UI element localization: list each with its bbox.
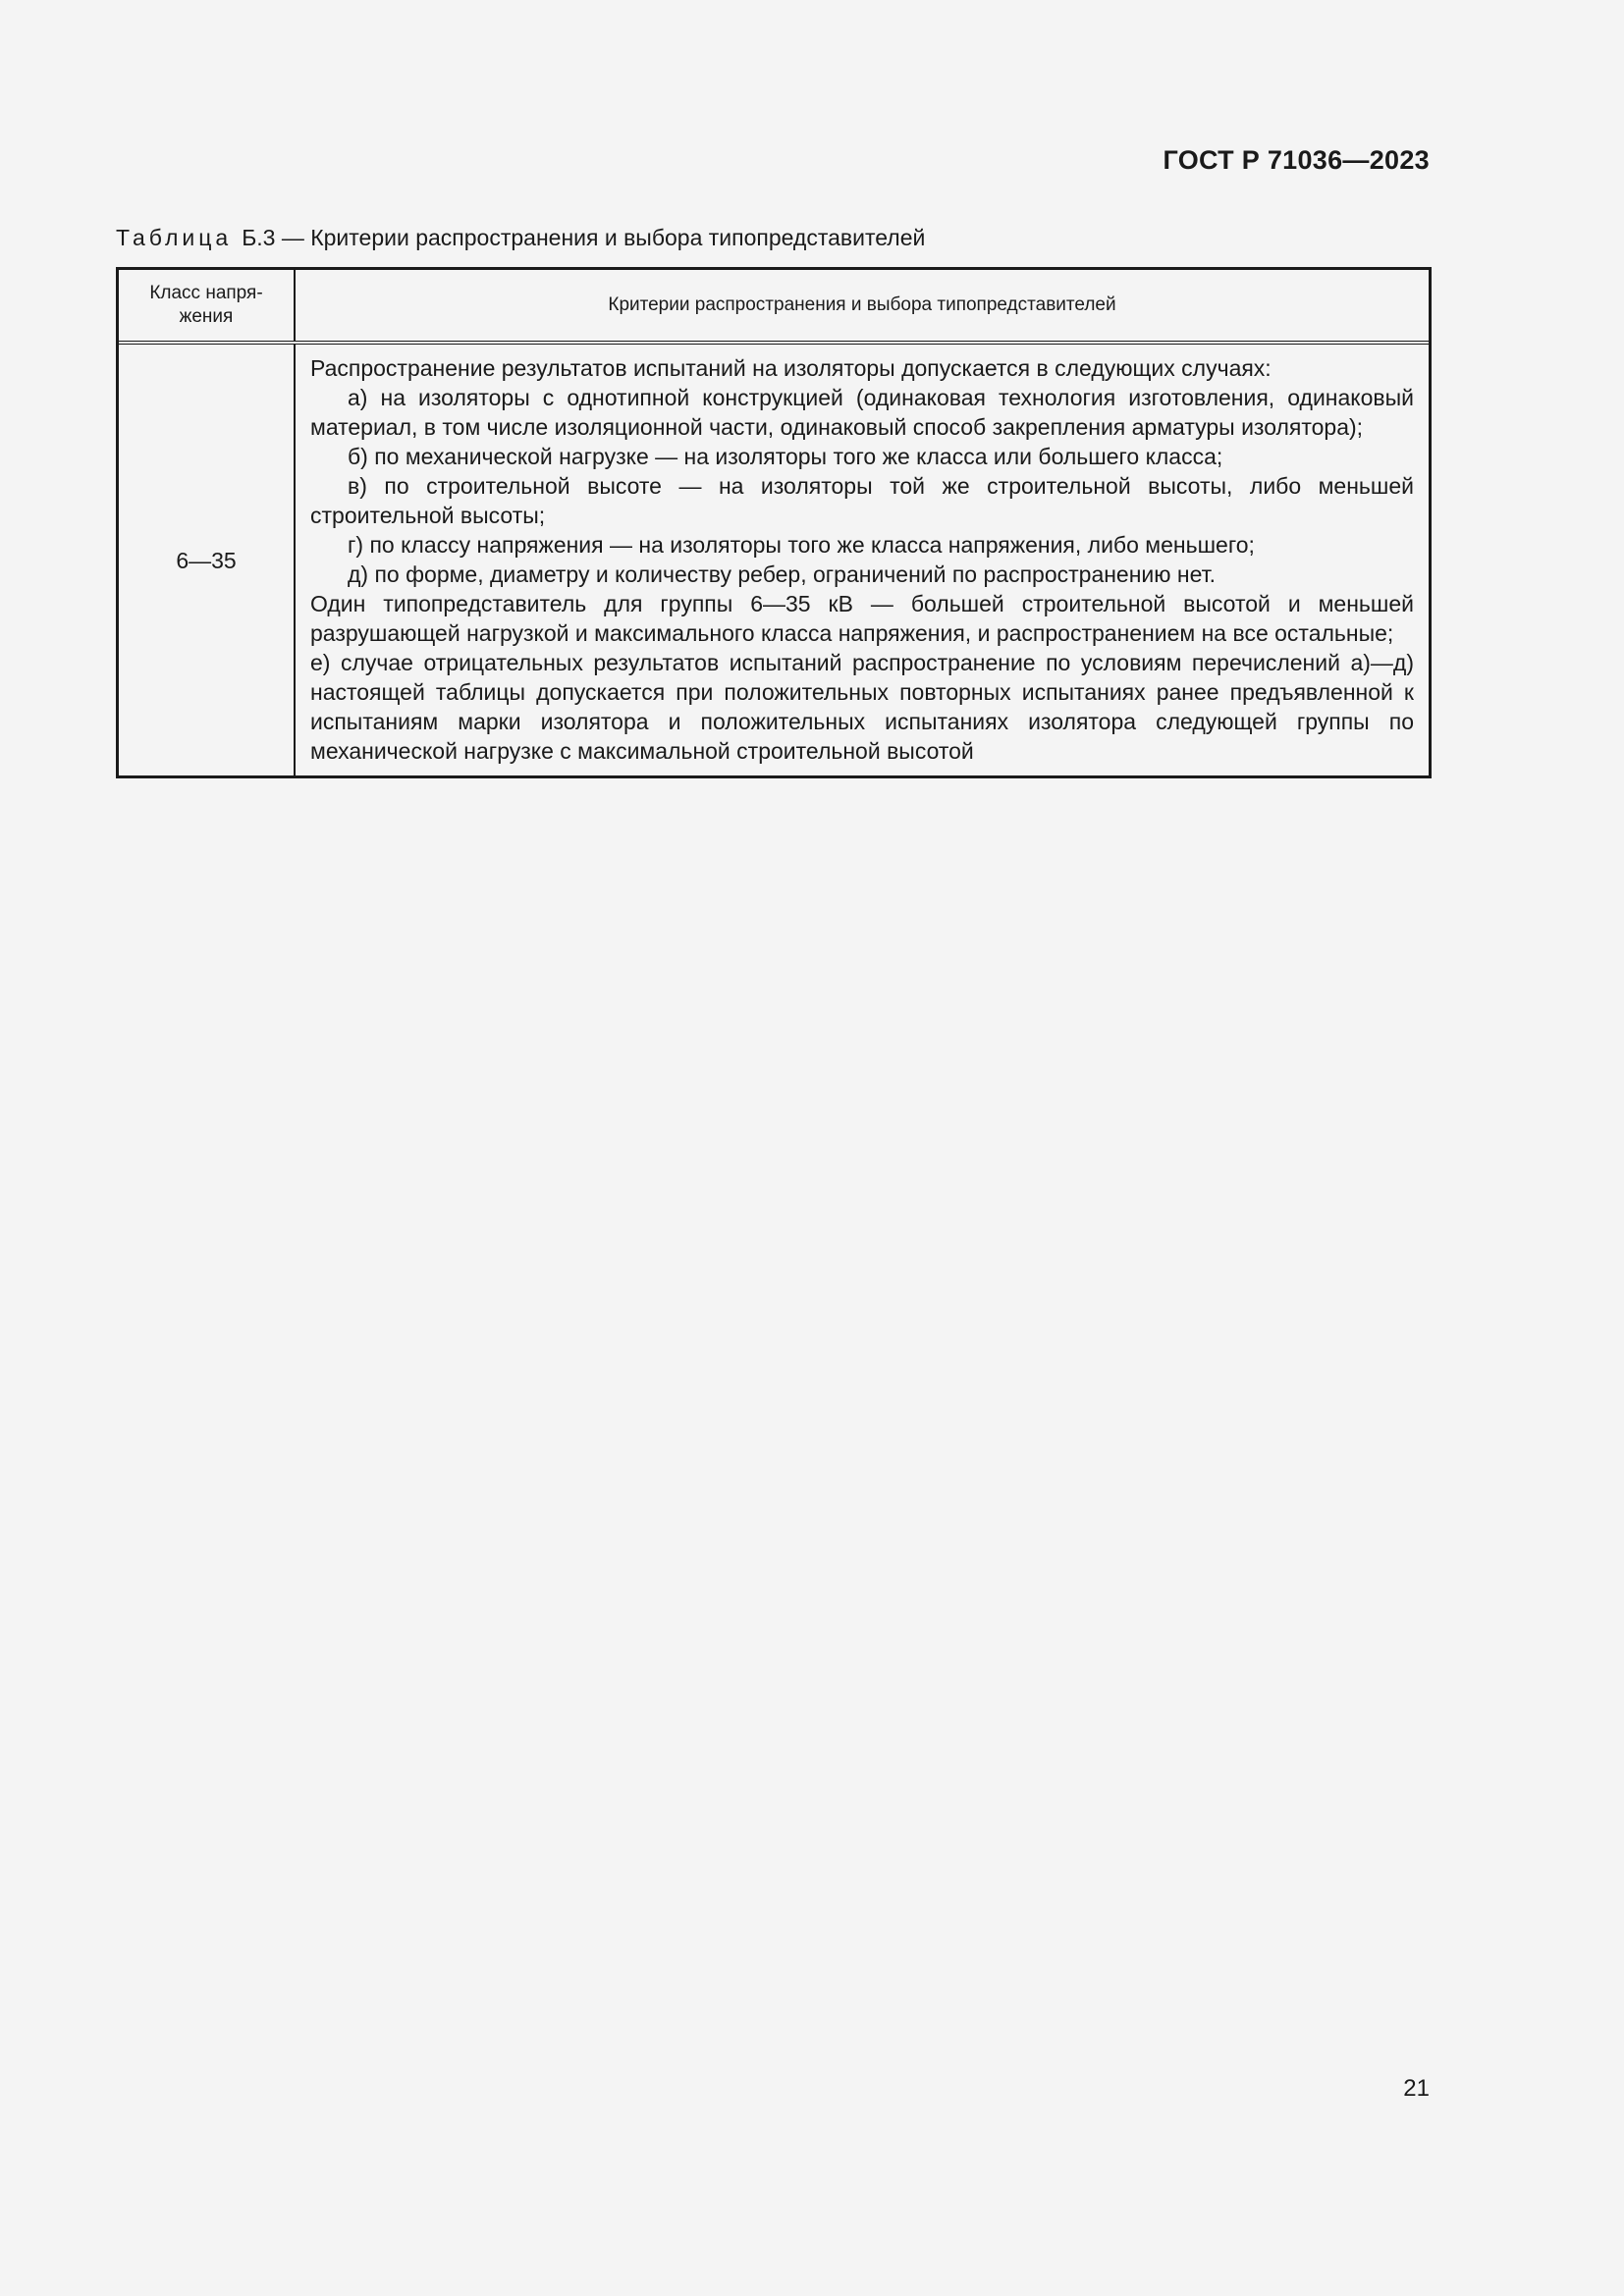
criteria-cell [295,343,1429,775]
criteria-item-a: а) на изоляторы с однотипной конструкцией (одинаковая технология изготовления, одинаковый материал, в том числе изоляционной части, одинаковый способ закрепления арматуры изолятора); [310,385,1414,440]
table-caption [116,225,925,251]
criteria-item-d: д) по форме, диаметру и количеству ребер, ограничений по распространению нет. [348,561,1217,587]
criteria-item-v: в) по строительной высоте — на изоляторы той же строительной высоты, либо меньшей строительной высоты; [310,473,1414,528]
table-row [119,343,1429,775]
document-standard-number: ГОСТ Р 71036—2023 [1163,145,1430,175]
table-header-row [119,270,1429,343]
criteria-item-e: е) случае отрицательных результатов испытаний распространение по условиям перечислений а)—д) настоящей таблицы допускается при положительных повторных испытаниях ранее предъявленной к испытаниям марки изолятора и положительных испытаниях изолятора следующей группы по механической нагрузке с максимальной строительной высотой [310,650,1414,764]
header-criteria: Критерии распространения и выбора типопредставителей [295,270,1429,343]
table-caption-text: Б.3 — Критерии распространения и выбора типопредставителей [242,225,926,250]
criteria-group-representative: Один типопредставитель для группы 6—35 кВ — большей строительной высотой и меньшей разрушающей нагрузкой и максимального класса напряжения, и распространением на все остальные; [310,591,1414,646]
table-caption-label: Таблица [116,225,233,250]
criteria-table [116,267,1432,778]
criteria-item-g: г) по классу напряжения — на изоляторы того же класса напряжения, либо меньшего; [348,532,1255,558]
voltage-class-cell: 6—35 [119,343,295,775]
header-voltage-class: Класс напря- жения [119,270,295,343]
page-number: 21 [1403,2075,1430,2102]
criteria-item-b: б) по механической нагрузке — на изоляторы того же класса или большего класса; [348,444,1223,469]
criteria-intro: Распространение результатов испытаний на изоляторы допускается в следующих случаях: [310,355,1272,381]
